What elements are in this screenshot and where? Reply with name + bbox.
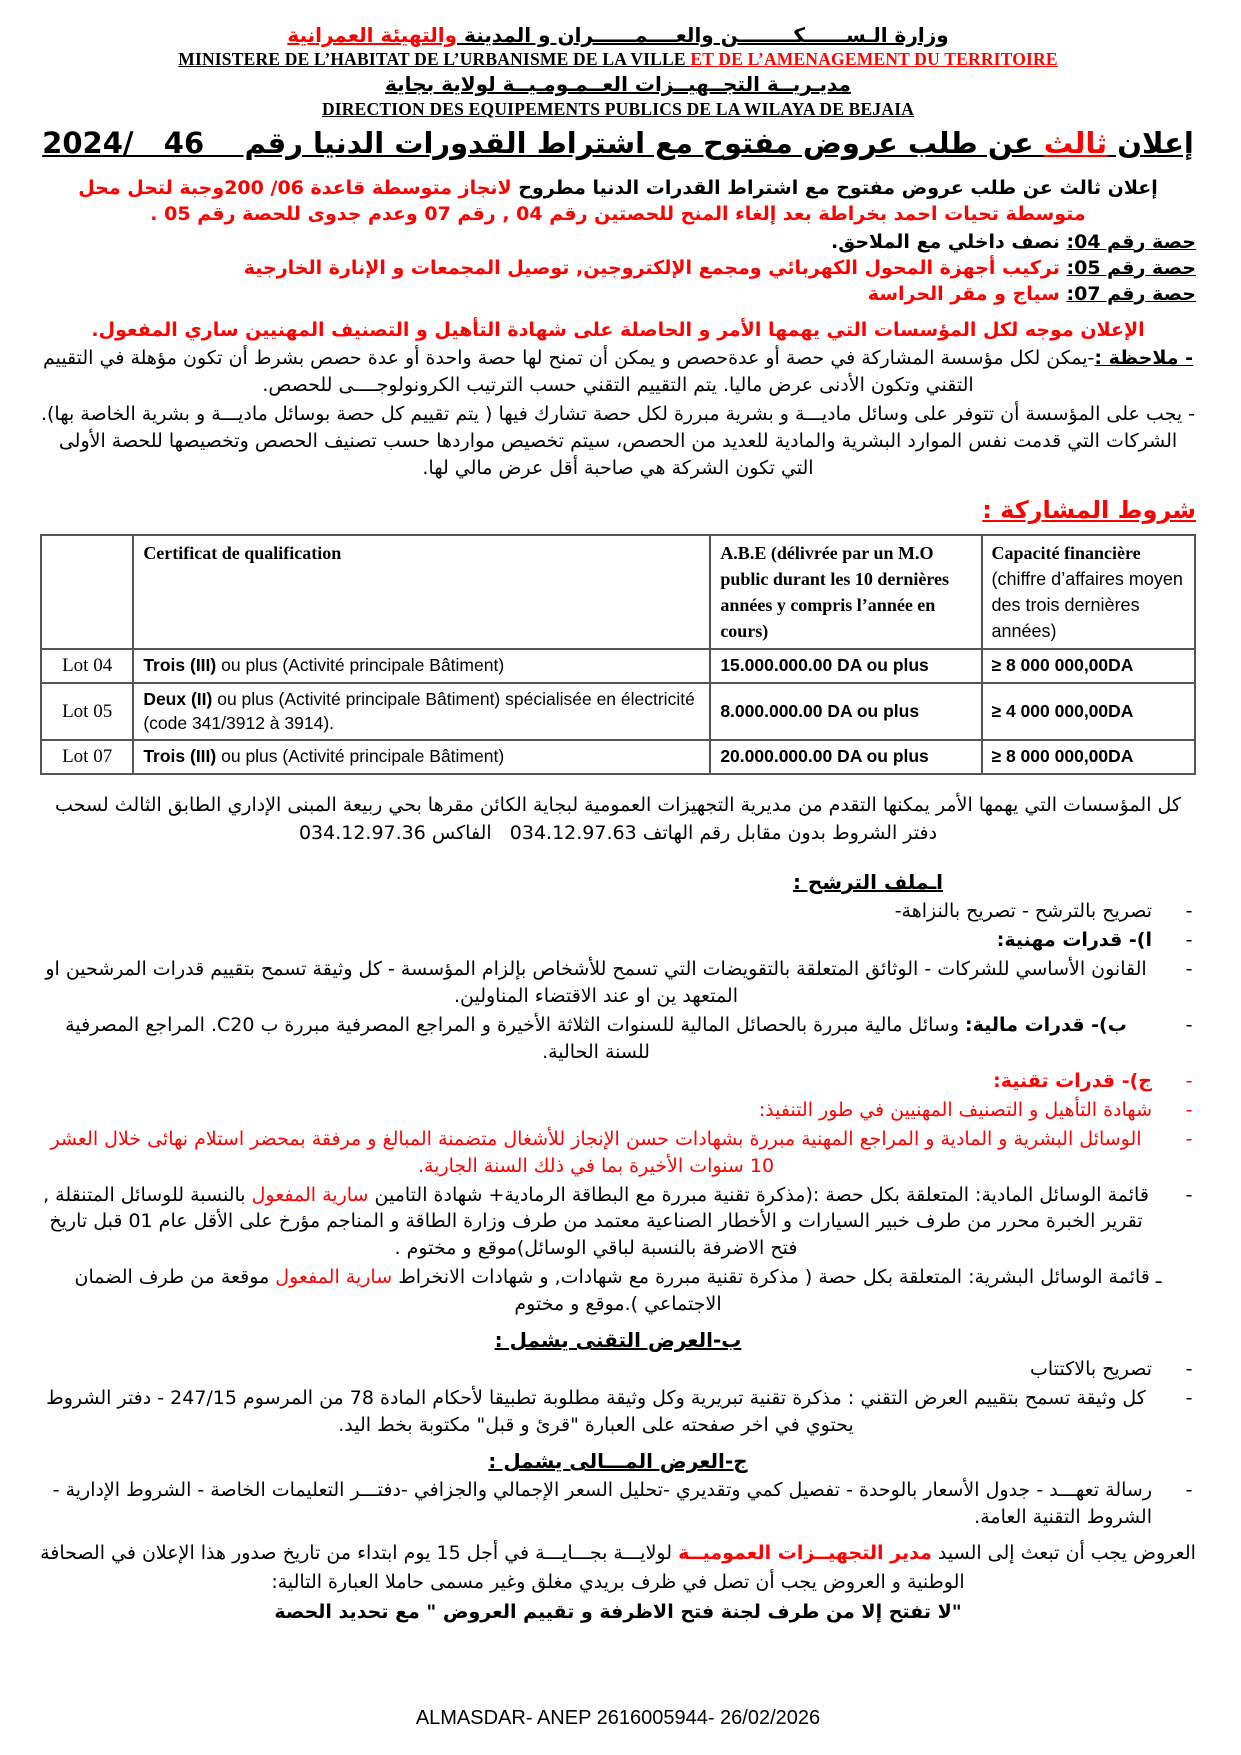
certificat-cell: Trois (III) ou plus (Activité principale Bâtiment) bbox=[133, 649, 710, 683]
financial-item-1: رسالة تعهـــد - جدول الأسعار بالوحدة - تفصيل كمي وتقديري -تحليل السعر الإجمالي والجزافي -دفتـــر التعليمات الخاصة - الشروط الإدارية - الشروط التقنية العامة. bbox=[52, 1479, 1152, 1529]
lot-07-line bbox=[40, 282, 1196, 307]
bullet-marker: - bbox=[1185, 957, 1193, 980]
lot-cell: Lot 04 bbox=[41, 649, 133, 683]
note-text-1: -يمكن لكل مؤسسة المشاركة في حصة أو عدةحصص و يمكن أن تمنح لها حصة واحدة أو عدة حصص بشرط أن تكون مؤهلة في التقييم التقني وتكون الأدنى عرض ماليا. يتم التقييم التقني حسب الترتيب الكرونولوجــــى للحصص. bbox=[42, 347, 1095, 397]
intro-red: لانجاز متوسطة قاعدة 06/ 200وجبة لتحل محل متوسطة تحيات احمد بخراطة بعد إلغاء المنح للحصتين رقم 04 , رقم 07 وعدم جدوى للحصة رقم 05 . bbox=[78, 177, 1086, 226]
candidature-item-7: الوسائل البشرية و المادية و المراجع المهنية مبررة بشهادات حسن الإنجاز للأشغال متضمنة المبالغ و مرفقة بمحضر استلام نهائى خلال العشر 10 سنوات الأخيرة بما في ذلك السنة الجارية. bbox=[50, 1127, 1142, 1177]
table-row bbox=[41, 649, 1195, 683]
anep-footer: ALMASDAR- ANEP 2616005944- 26/02/2026 bbox=[415, 1706, 821, 1729]
participation-conditions-table bbox=[40, 534, 1196, 775]
lots-list bbox=[40, 230, 1196, 307]
bullet-marker: - bbox=[1185, 899, 1193, 922]
lot-04-label: حصة رقم 04: bbox=[1066, 230, 1196, 253]
header-empty bbox=[41, 535, 133, 649]
technical-offer-heading: ب-العرض التقنى يشمل : bbox=[494, 1328, 742, 1353]
ministry-ar-black: وزارة الـســــــكــــــــن والعــــمــــــران و المدينة bbox=[457, 23, 949, 47]
list-item bbox=[40, 1385, 1196, 1439]
bullet-marker: - bbox=[1185, 1069, 1193, 1092]
ministry-name-arabic bbox=[40, 22, 1196, 48]
capacite-cell: ≥ 4 000 000,00DA bbox=[982, 683, 1196, 740]
ministry-fr-red: ET DE L’AMENAGEMENT DU TERRITOIRE bbox=[690, 49, 1058, 70]
title-prefix: إعلان bbox=[1107, 125, 1194, 160]
list-item bbox=[40, 1126, 1196, 1180]
title-rest: عن طلب عروض مفتوح مع اشتراط القدورات الدنيا رقم 46 /2024 bbox=[42, 125, 1044, 160]
lot-cell: Lot 07 bbox=[41, 740, 133, 774]
technical-item-2: كل وثيقة تسمح بتقييم العرض التقني : مذكرة تقنية تبريرية وكل وثيقة مطلوبة تطبيقا لأحكام المادة 78 من المرسوم 247/15 - دفتر الشروط يحتوي في اخر صفحته على العبارة "قرئ و قبل" مكتوبة بخط اليد. bbox=[46, 1387, 1146, 1437]
bullet-marker: - bbox=[1185, 928, 1193, 951]
candidature-heading: اـملف الترشح : bbox=[792, 869, 944, 894]
certificat-cell: Deux (II) ou plus (Activité principale Bâtiment) spécialisée en électricité (code 341/3912 à 3914). bbox=[133, 683, 710, 740]
table-row bbox=[41, 740, 1195, 774]
table-header-row bbox=[41, 535, 1195, 649]
bullet-marker: - bbox=[1185, 1127, 1193, 1150]
note-paragraph-1 bbox=[40, 345, 1196, 399]
note-label: - ملاحظة : bbox=[1094, 347, 1194, 370]
lot-04-line bbox=[40, 230, 1196, 255]
bullet-marker: - bbox=[1185, 1358, 1193, 1381]
bullet-marker: - bbox=[1185, 1479, 1193, 1502]
lot-07-desc: سياج و مقر الحراسة bbox=[867, 282, 1067, 305]
envelope-instruction: "لا تفتح إلا من طرف لجنة فتح الاظرفة و تقييم العروض " مع تحديد الحصة bbox=[274, 1601, 962, 1624]
submission-paragraph: العروض يجب أن تبعث إلى السيد مدير التجهيــزات العموميــة لولايـــة بجـــايـــة في أجل 15 يوم ابتداء من تاريخ صدور هذا الإعلان في الصحافة الوطنية و العروض يجب أن تصل في ظرف بريدي مغلق وغير مسمى حاملا العبارة التالية: bbox=[40, 1542, 1196, 1593]
bullet-marker: - bbox=[1185, 1013, 1193, 1036]
lot-05-label: حصة رقم 05: bbox=[1066, 256, 1196, 279]
lot-04-desc: نصف داخلي مع الملاحق. bbox=[831, 230, 1067, 253]
list-item bbox=[40, 1356, 1196, 1383]
list-item bbox=[40, 1097, 1196, 1124]
lot-05-line bbox=[40, 256, 1196, 281]
intro-paragraph bbox=[40, 175, 1196, 227]
note-paragraph-2: - يجب على المؤسسة أن تتوفر على وسائل ماديـــة و بشرية مبررة لكل حصة تشارك فيها ( يتم تقييم كل حصة بوسائل ماديـــة و بشرية الخاصة بها). الشركات التي قدمت نفس الموارد البشرية والمادية للعديد من الحصص، سيتم تخصيص مواردها حسب تصنيف الحصص وتخصيصها للحصة الأولى التي تكون الشركة هي صاحبة أقل عرض مالي لها. bbox=[40, 403, 1196, 479]
title-highlight: ثالث bbox=[1043, 125, 1108, 160]
document-title bbox=[40, 125, 1196, 161]
abe-cell: 20.000.000.00 DA ou plus bbox=[710, 740, 981, 774]
capacite-cell: ≥ 8 000 000,00DA bbox=[982, 649, 1196, 683]
bullet-marker: - bbox=[1185, 1098, 1193, 1121]
ministry-name-french bbox=[40, 48, 1196, 71]
table-row bbox=[41, 683, 1195, 740]
certificat-cell: Trois (III) ou plus (Activité principale Bâtiment) bbox=[133, 740, 710, 774]
direction-name-french: DIRECTION DES EQUIPEMENTS PUBLICS DE LA WILAYA DE BEJAIA bbox=[321, 98, 915, 119]
capacite-cell: ≥ 8 000 000,00DA bbox=[982, 740, 1196, 774]
header-certificat: Certificat de qualification bbox=[133, 535, 710, 649]
list-item bbox=[40, 1182, 1196, 1263]
abe-cell: 15.000.000.00 DA ou plus bbox=[710, 649, 981, 683]
lot-05-desc: تركيب أجهزة المحول الكهربائي ومجمع الإلكتروجين, توصيل المجمعات و الإنارة الخارجية bbox=[243, 256, 1067, 279]
bullet-marker: - bbox=[1185, 1387, 1193, 1410]
candidature-item-5: ج)- قدرات تقنية: bbox=[993, 1069, 1152, 1092]
participation-conditions-heading: شروط المشاركة : bbox=[982, 495, 1196, 524]
ministry-fr-black: MINISTERE DE L’HABITAT DE L’URBANISME DE LA VILLE bbox=[178, 49, 691, 70]
eligibility-notice: الإعلان موجه لكل المؤسسات التي يهمها الأمر و الحاصلة على شهادة التأهيل و التصنيف المهنيين ساري المفعول. bbox=[91, 318, 1145, 341]
candidature-item-8: قائمة الوسائل المادية: المتعلقة بكل حصة :(مذكرة تقنية مبررة مع البطاقة الرمادية+ شهادة التامين سارية المفعول بالنسبة للوسائل المتنقلة , تقرير الخبرة محرر من طرف خبير السيارات و الأخطار الصناعية معتمد من طرف وزارة الطاقة و المناجم مؤرخ على الأقل عام 01 قبل تاريخ فتح الاضرفة بالنسبة لباقي الوسائل)موقع و مختوم . bbox=[43, 1183, 1149, 1260]
intro-black: إعلان ثالث عن طلب عروض مفتوح مع اشتراط القدرات الدنيا مطروح bbox=[511, 177, 1158, 200]
list-item bbox=[40, 956, 1196, 1010]
header-abe: A.B.E (délivrée par un M.O public durant les 10 dernières années y compris l’année en cours) bbox=[710, 535, 981, 649]
financial-offer-heading: ج-العرض المـــالى يشمل : bbox=[488, 1449, 748, 1474]
candidature-item-1: تصريح بالترشح - تصريح بالنزاهة- bbox=[894, 899, 1152, 922]
submission-director-red: مدير التجهيــزات العموميــة bbox=[678, 1542, 932, 1565]
lot-cell: Lot 05 bbox=[41, 683, 133, 740]
abe-cell: 8.000.000.00 DA ou plus bbox=[710, 683, 981, 740]
document-header bbox=[40, 22, 1196, 161]
direction-name-arabic: مديـريــة التجــهيــزات العــمـومـيــة لولاية بجاية bbox=[385, 72, 851, 97]
list-item bbox=[40, 898, 1196, 925]
candidature-item-6: شهادة التأهيل و التصنيف المهنيين في طور التنفيذ: bbox=[758, 1098, 1152, 1121]
list-item bbox=[40, 927, 1196, 954]
candidature-item-3: القانون الأساسي للشركات - الوثائق المتعلقة بالتقويضات التي تسمح للأشخاص بإلزام المؤسسة - كل وثيقة تسمح بتقييم قدرات المرشحين او المتعهد ين او عند الاقتضاء المناولين. bbox=[45, 957, 1147, 1007]
header-capacite: Capacité financière (chiffre d’affaires moyen des trois dernières années) bbox=[982, 535, 1196, 649]
candidature-item-4: ب)- قدرات مالية: وسائل مالية مبررة بالحصائل المالية للسنوات الثلاثة الأخيرة و المراجع المصرفية مبررة ب C20. المراجع المصرفية للسنة الحالية. bbox=[65, 1013, 1127, 1063]
withdraw-paragraph: كل المؤسسات التي يهمها الأمر يمكنها التقدم من مديرية التجهيزات العمومية لبجاية الكائن مقرها بحي ربيعة المبنى الإداري الطابق الثالث لسحب دفتر الشروط بدون مقابل رقم الهاتف 034.12.97.63 الفاكس 034.12.97.36 bbox=[55, 793, 1181, 845]
candidature-item-9: ـ قائمة الوسائل البشرية: المتعلقة بكل حصة ( مذكرة تقنية مبررة مع شهادات, و شهادات الانخراط سارية المفعول موقعة من طرف الضمان الاجتماعي ).موقع و مختوم bbox=[74, 1266, 1162, 1316]
list-item bbox=[40, 1012, 1196, 1066]
candidature-item-2: ا)- قدرات مهنية: bbox=[996, 928, 1152, 951]
bullet-marker: - bbox=[1185, 1183, 1193, 1206]
ministry-ar-red: والتهيئة العمرانية bbox=[287, 23, 458, 47]
list-item bbox=[40, 1477, 1196, 1531]
list-item bbox=[40, 1068, 1196, 1095]
technical-item-1: تصريح بالاكتتاب bbox=[1030, 1358, 1152, 1381]
lot-07-label: حصة رقم 07: bbox=[1066, 282, 1196, 305]
